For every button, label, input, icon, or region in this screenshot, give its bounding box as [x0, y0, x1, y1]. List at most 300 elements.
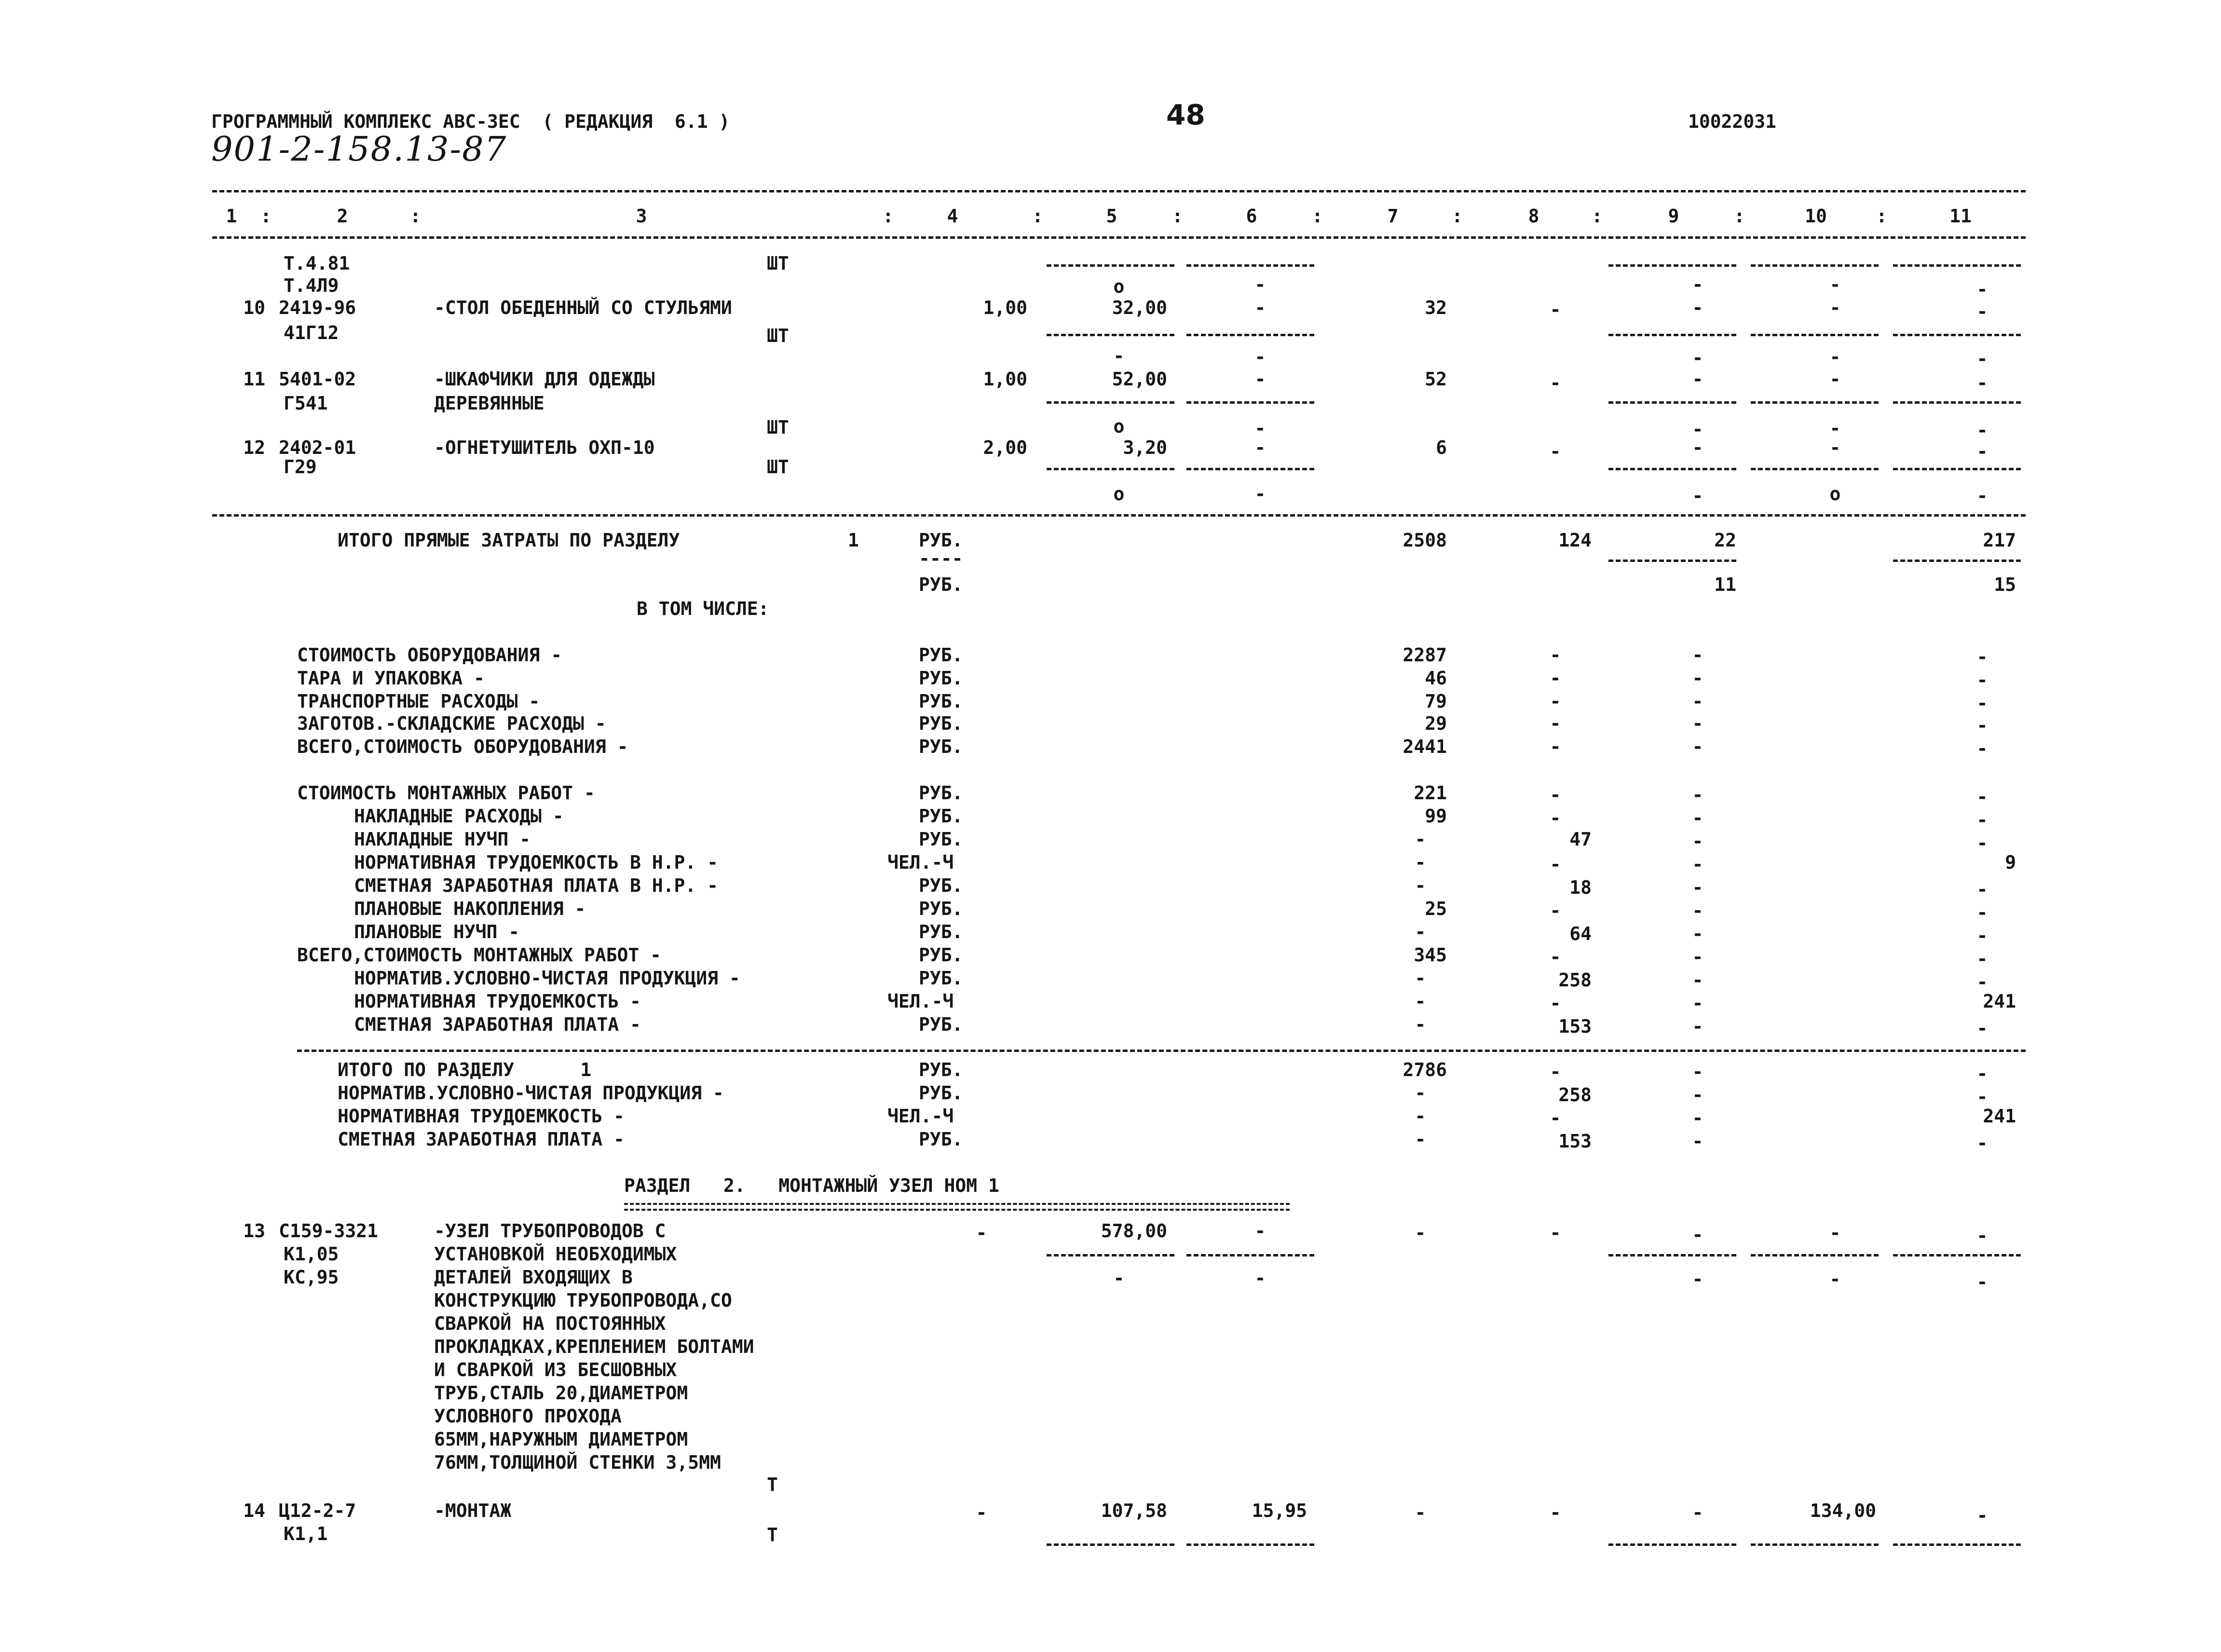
table-cell: РУБ. [919, 668, 963, 689]
row-number: 14 [243, 1500, 265, 1521]
table-cell: - [1976, 348, 1988, 369]
table-cell: - [1692, 1107, 1703, 1129]
list-item-label: ПЛАНОВЫЕ НУЧП - [354, 921, 520, 942]
totals-col8: 124 [1558, 530, 1592, 551]
row-price: 32,00 [1112, 297, 1167, 318]
table-cell: РУБ. [919, 875, 963, 896]
table-cell: - [1415, 1502, 1426, 1523]
table-cell: - [1829, 297, 1841, 318]
table-cell: - [1113, 345, 1125, 367]
col-header-9: 9 [1668, 205, 1679, 227]
table-cell: - [1976, 1225, 1988, 1246]
table-cell: - [1415, 1014, 1426, 1035]
table-cell: ЧЕЛ.-Ч [887, 1106, 954, 1127]
table-cell: - [1976, 738, 1988, 759]
table-cell: - [1550, 1502, 1561, 1523]
dashed-rule [1608, 1543, 1736, 1546]
row-total: 32 [1425, 297, 1447, 318]
table-cell: ЧЕЛ.-Ч [887, 852, 954, 873]
table-cell: РУБ. [919, 1014, 963, 1035]
table-cell: - [1550, 946, 1561, 968]
row-description: -СТОЛ ОБЕДЕННЫЙ СО СТУЛЬЯМИ [434, 297, 732, 318]
table-cell: - [1415, 921, 1426, 942]
table-cell: - [1254, 369, 1266, 390]
table-cell: - [1692, 1502, 1703, 1523]
table-cell: - [1550, 441, 1561, 462]
dashed-rule [1047, 401, 1174, 404]
row-code: 41Г12 [284, 322, 339, 343]
table-cell: - [1829, 437, 1841, 458]
table-cell: К1,05 [284, 1243, 339, 1265]
row-price: 52,00 [1112, 369, 1167, 390]
table-cell: 221 [1414, 782, 1447, 804]
row-unit: Т [767, 1524, 778, 1545]
row-qty: 2,00 [983, 437, 1027, 458]
table-cell: о [1113, 276, 1125, 297]
table-cell: - [1976, 715, 1988, 736]
row-unit: Т [767, 1474, 778, 1495]
table-cell: 46 [1425, 668, 1447, 689]
table-cell: о [1829, 483, 1841, 505]
table-cell: : [1592, 205, 1603, 227]
table-cell: И СВАРКОЙ ИЗ БЕСШОВНЫХ [434, 1359, 677, 1380]
col-header-3: 3 [636, 205, 647, 227]
table-cell: 15,95 [1252, 1500, 1307, 1521]
table-cell: - [1550, 736, 1561, 757]
table-cell: - [1692, 713, 1703, 734]
col-header-2: 2 [337, 205, 348, 227]
dashed-rule [1893, 468, 2021, 470]
dashed-rule [1751, 468, 1879, 470]
table-cell: - [1692, 900, 1703, 921]
table-cell: 18 [1569, 877, 1592, 898]
list-item-label: ИТОГО ПО РАЗДЕЛУ 1 [338, 1059, 592, 1080]
list-item-label: СМЕТНАЯ ЗАРАБОТНАЯ ПЛАТА - [338, 1129, 625, 1150]
table-cell: 29 [1425, 713, 1447, 734]
table-cell: - [1976, 971, 1988, 993]
totals-col7: 2508 [1403, 530, 1447, 551]
table-cell: - [1692, 668, 1703, 689]
dashed-rule [1186, 1254, 1314, 1256]
dashed-rule [1751, 334, 1879, 336]
list-item-label: НАКЛАДНЫЕ РАСХОДЫ - [354, 806, 564, 827]
table-cell: КОНСТРУКЦИЮ ТРУБОПРОВОДА,СО [434, 1290, 732, 1311]
table-cell: РУБ. [919, 1129, 963, 1150]
dashed-rule [1893, 264, 2021, 267]
table-cell: ДЕТАЛЕЙ ВХОДЯЩИХ В [434, 1267, 633, 1288]
table-cell: ТРУБ,СТАЛЬ 20,ДИАМЕТРОМ [434, 1382, 688, 1404]
dashed-rule [1608, 560, 1736, 562]
table-cell: : [883, 205, 894, 227]
table-cell: - [976, 1502, 987, 1523]
row-description: ДЕРЕВЯННЫЕ [434, 393, 545, 414]
table-cell: - [1692, 485, 1703, 506]
header-top-rule [212, 190, 2026, 192]
list-item-label: НОРМАТИВНАЯ ТРУДОЕМКОСТЬ - [338, 1106, 625, 1127]
dashed-rule [1608, 468, 1736, 470]
table-cell: : [1876, 205, 1887, 227]
table-cell: - [1976, 786, 1988, 807]
table-cell: - [1550, 854, 1561, 875]
table-cell: - [1692, 784, 1703, 806]
table-cell: - [1976, 485, 1988, 506]
dashed-rule [1608, 1254, 1736, 1256]
table-cell: - [1254, 1268, 1266, 1289]
table-cell: - [1976, 902, 1988, 923]
row-number: 10 [243, 297, 265, 318]
table-cell: о [1113, 416, 1125, 437]
table-cell: 79 [1425, 691, 1447, 712]
table-cell: - [1415, 1082, 1426, 1104]
dashed-rule [1751, 1543, 1879, 1546]
table-cell: РУБ. [919, 574, 963, 595]
table-cell: - [1415, 852, 1426, 873]
table-cell: 15 [1994, 574, 2016, 595]
list-item-label: ВСЕГО,СТОИМОСТЬ МОНТАЖНЫХ РАБОТ - [297, 944, 661, 966]
dashed-rule [1893, 334, 2021, 336]
row-number: 11 [243, 369, 265, 390]
table-cell: - [1692, 419, 1703, 440]
table-cell: - [1550, 372, 1561, 394]
table-cell: 64 [1569, 923, 1592, 944]
in-total-heading: В ТОМ ЧИСЛЕ: [637, 598, 769, 619]
table-cell: - [1692, 736, 1703, 757]
col-header-8: 8 [1528, 205, 1540, 227]
list-item-label: НОРМАТИВНАЯ ТРУДОЕМКОСТЬ В Н.Р. - [354, 852, 718, 873]
table-cell: РУБ. [919, 782, 963, 804]
table-cell: - [1976, 279, 1988, 300]
row-total: 6 [1436, 437, 1447, 458]
table-cell: РУБ. [919, 898, 963, 919]
table-cell: : [1734, 205, 1745, 227]
table-cell: 2786 [1403, 1059, 1447, 1080]
table-cell: 2441 [1403, 736, 1447, 757]
table-cell: 9 [2005, 852, 2016, 873]
list-item-label: ЗАГОТОВ.-СКЛАДСКИЕ РАСХОДЫ - [297, 713, 606, 734]
section-title-underline [624, 1203, 1290, 1211]
table-cell: 241 [1983, 991, 2016, 1012]
list-item-label: ТРАНСПОРТНЫЕ РАСХОДЫ - [297, 691, 540, 712]
table-cell: К1,1 [284, 1523, 328, 1544]
col-header-4: 4 [947, 205, 958, 227]
row-number: 12 [243, 437, 265, 458]
table-cell: - [1415, 829, 1426, 850]
table-cell: ЧЕЛ.-Ч [887, 991, 954, 1012]
table-cell: - [1550, 784, 1561, 806]
table-cell: - [1829, 346, 1841, 368]
table-cell: УСТАНОВКОЙ НЕОБХОДИМЫХ [434, 1243, 677, 1265]
table-cell: 47 [1569, 829, 1592, 850]
table-cell: РУБ. [919, 1059, 963, 1080]
table-cell: - [1976, 879, 1988, 900]
table-cell: - [1692, 297, 1703, 318]
dashed-rule [1893, 1254, 2021, 1256]
list-item-label: НОРМАТИВНАЯ ТРУДОЕМКОСТЬ - [354, 991, 641, 1012]
dashed-rule [1186, 468, 1314, 470]
table-cell: - [1550, 1222, 1561, 1243]
table-cell: - [1692, 1016, 1703, 1037]
col-header-10: 10 [1805, 205, 1827, 227]
table-cell: ПРОКЛАДКАХ,КРЕПЛЕНИЕМ БОЛТАМИ [434, 1336, 754, 1357]
table-cell: РУБ. [919, 691, 963, 712]
table-cell: - [1692, 644, 1703, 666]
table-cell: - [1254, 274, 1266, 295]
row-description: -УЗЕЛ ТРУБОПРОВОДОВ С [434, 1220, 666, 1242]
table-cell: - [976, 1222, 987, 1243]
table-cell: - [1692, 1269, 1703, 1290]
table-cell: - [1254, 418, 1266, 439]
col-header-1: 1 [226, 205, 237, 227]
list-item-label: СТОИМОСТЬ ОБОРУДОВАНИЯ - [297, 644, 562, 666]
table-cell: - [1415, 1106, 1426, 1127]
dashed-rule [1047, 1543, 1174, 1546]
page-number: 48 [1166, 98, 1205, 131]
dashed-rule [1751, 1254, 1879, 1256]
table-cell: 25 [1425, 898, 1447, 919]
table-cell: - [1692, 1131, 1703, 1152]
col-header-11: 11 [1949, 205, 1972, 227]
table-cell: - [1692, 969, 1703, 991]
table-cell: - [1976, 1018, 1988, 1039]
table-cell: 153 [1558, 1131, 1592, 1152]
table-cell: - [1976, 372, 1988, 394]
table-cell: - [1829, 369, 1841, 390]
row-total: 52 [1425, 369, 1447, 390]
totals-section-num: 1 [848, 530, 859, 551]
table-cell: РУБ. [919, 736, 963, 757]
dashed-rule [1608, 334, 1736, 336]
table-cell: - [1415, 1129, 1426, 1150]
table-cell: - [1692, 437, 1703, 458]
table-cell: - [1415, 1222, 1426, 1243]
table-cell: - [1550, 668, 1561, 689]
totals-label: ИТОГО ПРЯМЫЕ ЗАТРАТЫ ПО РАЗДЕЛУ [338, 530, 680, 551]
dashed-rule [1186, 264, 1314, 267]
row-code: С159-3321 [279, 1220, 378, 1242]
table-cell: - [1829, 274, 1841, 295]
table-cell: 258 [1558, 1084, 1592, 1106]
table-cell: : [260, 205, 272, 227]
dashed-rule [1047, 334, 1174, 336]
table-cell: - [1692, 831, 1703, 852]
row-code: Г541 [284, 393, 328, 414]
table-cell: - [1976, 420, 1988, 441]
row-unit: ШТ [767, 253, 789, 274]
table-cell: о [1113, 483, 1125, 505]
row-description: -ШКАФЧИКИ ДЛЯ ОДЕЖДЫ [434, 369, 655, 390]
row-unit: ШТ [767, 325, 789, 346]
table-cell: : [1452, 205, 1463, 227]
table-cell: РУБ. [919, 944, 963, 966]
table-cell: - [1976, 1271, 1988, 1293]
table-cell: РУБ. [919, 968, 963, 989]
table-cell: СВАРКОЙ НА ПОСТОЯННЫХ [434, 1313, 666, 1334]
dashed-rule [1608, 264, 1736, 267]
table-cell: УСЛОВНОГО ПРОХОДА [434, 1406, 622, 1427]
table-cell: - [1692, 347, 1703, 369]
table-cell: - [1692, 1061, 1703, 1082]
table-cell: - [1692, 993, 1703, 1014]
totals-col9: 22 [1714, 530, 1736, 551]
table-cell: - [1550, 900, 1561, 921]
dashed-rule [1186, 1543, 1314, 1546]
col-header-5: 5 [1106, 205, 1117, 227]
row-code: 2419-96 [279, 297, 356, 318]
table-cell: 11 [1714, 574, 1736, 595]
table-cell: - [1692, 807, 1703, 829]
row-qty: 1,00 [983, 297, 1027, 318]
dashed-rule [1186, 401, 1314, 404]
dashed-rule [1608, 401, 1736, 404]
table-cell: КС,95 [284, 1267, 339, 1288]
table-cell: - [1550, 1061, 1561, 1082]
table-cell: - [1976, 833, 1988, 854]
row-description: -МОНТАЖ [434, 1500, 512, 1521]
table-cell: - [1976, 441, 1988, 462]
table-cell: - [1829, 1222, 1841, 1243]
row-code: Г29 [284, 456, 317, 478]
table-cell: - [1692, 946, 1703, 968]
totals-unit: РУБ. [919, 530, 963, 551]
table-cell: - [1829, 1269, 1841, 1290]
table-cell: - [1692, 369, 1703, 390]
table-cell: - [1415, 968, 1426, 989]
section-title: РАЗДЕЛ 2. МОНТАЖНЫЙ УЗЕЛ НОМ 1 [624, 1175, 999, 1196]
table-cell: - [1550, 691, 1561, 712]
row-code: Т.4.81 [284, 253, 350, 274]
table-cell: - [1113, 1268, 1125, 1289]
table-cell: : [1032, 205, 1043, 227]
table-cell: 345 [1414, 944, 1447, 966]
row-code: 2402-01 [279, 437, 356, 458]
list-item-label: СТОИМОСТЬ МОНТАЖНЫХ РАБОТ - [297, 782, 595, 804]
table-cell: - [1550, 807, 1561, 829]
table-cell: РУБ. [919, 644, 963, 666]
dashed-rule [1893, 1543, 2021, 1546]
dashed-rule [1751, 401, 1879, 404]
header-bottom-rule [212, 236, 2026, 239]
row-unit: ШТ [767, 456, 789, 478]
table-cell: - [1976, 1133, 1988, 1154]
table-cell: - [1976, 1086, 1988, 1107]
row-code: 5401-02 [279, 369, 356, 390]
col-header-6: 6 [1246, 205, 1257, 227]
doc-code: 10022031 [1688, 111, 1777, 132]
table-cell: - [1415, 991, 1426, 1012]
table-cell: - [1254, 1220, 1266, 1242]
dashed-rule [1751, 264, 1879, 267]
table-cell: - [1254, 437, 1266, 458]
table-cell: - [1976, 669, 1988, 691]
table-cell: - [1976, 1505, 1988, 1526]
list-item-label: НОРМАТИВ.УСЛОВНО-ЧИСТАЯ ПРОДУКЦИЯ - [338, 1082, 724, 1104]
table-cell: РУБ. [919, 806, 963, 827]
table-cell: - [1550, 644, 1561, 666]
table-cell: РУБ. [919, 1082, 963, 1104]
section-total-rule [297, 1050, 2026, 1052]
table-cell: 258 [1558, 969, 1592, 991]
table-cell: - [1550, 993, 1561, 1014]
table-cell: - [1692, 923, 1703, 944]
table-cell: 2287 [1403, 644, 1447, 666]
row-unit: ШТ [767, 417, 789, 438]
row-qty: 1,00 [983, 369, 1027, 390]
table-cell: - [1692, 691, 1703, 712]
list-item-label: ТАРА И УПАКОВКА - [297, 668, 485, 689]
program-title: ГРОГРАММНЫЙ КОМПЛЕКС АВС-3ЕС ( РЕДАКЦИЯ 6.1 ) [211, 111, 730, 132]
table-cell: : [410, 205, 421, 227]
row-price: 107,58 [1101, 1500, 1167, 1521]
table-cell: 153 [1558, 1016, 1592, 1037]
row-price: 3,20 [1123, 437, 1167, 458]
table-cell: - [1550, 299, 1561, 320]
table-cell: - [1550, 713, 1561, 734]
row-code: Т.4Л9 [284, 275, 339, 296]
table-cell: - [1550, 1107, 1561, 1129]
table-cell: - [1254, 483, 1266, 505]
list-item-label: СМЕТНАЯ ЗАРАБОТНАЯ ПЛАТА В Н.Р. - [354, 875, 718, 896]
table-cell: РУБ. [919, 921, 963, 942]
list-item-label: НАКЛАДНЫЕ НУЧП - [354, 829, 531, 850]
row-code: Ц12-2-7 [279, 1500, 356, 1521]
dashed-rule [1893, 560, 2021, 562]
table-cell: - [1976, 693, 1988, 714]
list-item-label: ВСЕГО,СТОИМОСТЬ ОБОРУДОВАНИЯ - [297, 736, 628, 757]
table-cell: - [1692, 1224, 1703, 1245]
dashed-rule [1047, 1254, 1174, 1256]
totals-rule [212, 514, 2026, 517]
table-cell: : [1312, 205, 1323, 227]
table-cell: - [1692, 854, 1703, 875]
table-cell: 65ММ,НАРУЖНЫМ ДИАМЕТРОМ [434, 1429, 688, 1450]
totals-col11: 217 [1983, 530, 2016, 551]
table-cell: 99 [1425, 806, 1447, 827]
list-item-label: СМЕТНАЯ ЗАРАБОТНАЯ ПЛАТА - [354, 1014, 641, 1035]
table-cell: 76ММ,ТОЛЩИНОЙ СТЕНКИ 3,5ММ [434, 1452, 721, 1473]
dashed-rule [1186, 334, 1314, 336]
table-cell: - [1976, 301, 1988, 322]
table-cell: - [1692, 1084, 1703, 1106]
table-cell: 241 [1983, 1106, 2016, 1127]
dashed-rule [1893, 401, 2021, 404]
table-cell: - [1829, 418, 1841, 439]
table-cell: - [1976, 1063, 1988, 1084]
table-cell: 134,00 [1810, 1500, 1876, 1521]
table-cell: : [1172, 205, 1183, 227]
table-cell: РУБ. [919, 829, 963, 850]
row-number: 13 [243, 1220, 265, 1242]
list-item-label: ПЛАНОВЫЕ НАКОПЛЕНИЯ - [354, 898, 586, 919]
list-item-label: НОРМАТИВ.УСЛОВНО-ЧИСТАЯ ПРОДУКЦИЯ - [354, 968, 740, 989]
table-cell: ---- [919, 548, 963, 569]
row-description: -ОГНЕТУШИТЕЛЬ ОХП-10 [434, 437, 655, 458]
table-cell: - [1415, 875, 1426, 896]
table-cell: РУБ. [919, 713, 963, 734]
table-cell: - [1254, 346, 1266, 368]
table-cell: - [1976, 646, 1988, 668]
row-price: 578,00 [1101, 1220, 1167, 1242]
table-cell: - [1976, 948, 1988, 969]
handwritten-code: 901-2-158.13-87 [211, 129, 507, 169]
table-cell: - [1692, 877, 1703, 898]
table-cell: - [1976, 925, 1988, 946]
dashed-rule [1047, 264, 1174, 267]
table-cell: - [1692, 274, 1703, 295]
dashed-rule [1047, 468, 1174, 470]
col-header-7: 7 [1387, 205, 1399, 227]
table-cell: - [1976, 809, 1988, 831]
table-cell: - [1254, 297, 1266, 318]
